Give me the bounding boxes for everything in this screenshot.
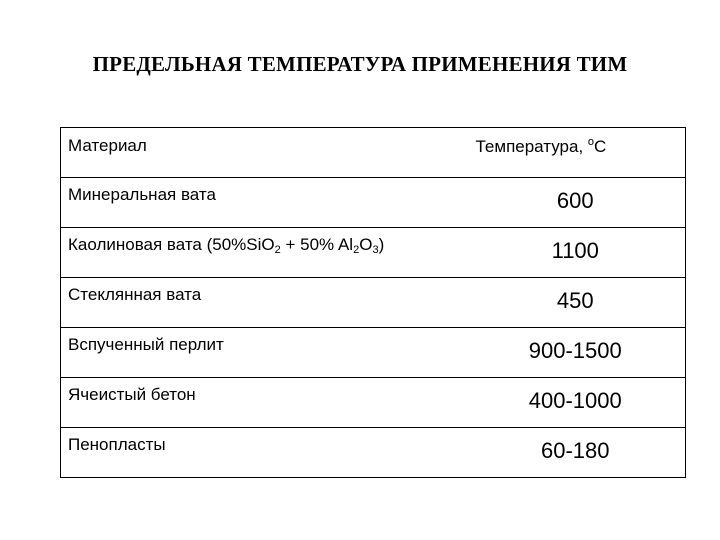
table-row [61,178,686,228]
material-text: Каолиновая вата (50%SiO [68,235,275,254]
subscript: 2 [274,244,281,256]
header-material: Материал [61,128,466,178]
material-cell [61,228,466,278]
material-text: O [359,235,373,254]
subscript: 2 [353,244,360,256]
material-cell: Ячеистый бетон [61,378,466,428]
table-row [61,278,686,328]
header-temperature-unit: С [594,137,607,156]
degree-mark: o [587,136,595,148]
table-row [61,328,686,378]
material-cell: Минеральная вата [61,178,466,228]
temperature-cell: 900-1500 [466,328,686,378]
header-temperature-text: Температура, [475,137,588,156]
material-cell: Стеклянная вата [61,278,466,328]
subscript: 3 [372,244,379,256]
header-temperature [466,128,686,178]
material-cell: Вспученный перлит [61,328,466,378]
table-row [61,428,686,478]
table-row [61,378,686,428]
material-text: + 50% Al [280,235,354,254]
temperature-cell: 60-180 [466,428,686,478]
temperature-table [60,127,686,478]
material-text: ) [378,235,385,254]
temperature-cell: 1100 [466,228,686,278]
page-title: ПРЕДЕЛЬНАЯ ТЕМПЕРАТУРА ПРИМЕНЕНИЯ ТИМ [92,52,628,76]
table-row [61,228,686,278]
temperature-cell: 400-1000 [466,378,686,428]
temperature-cell: 450 [466,278,686,328]
table-header-row [61,128,686,178]
material-cell: Пенопласты [61,428,466,478]
temperature-cell: 600 [466,178,686,228]
